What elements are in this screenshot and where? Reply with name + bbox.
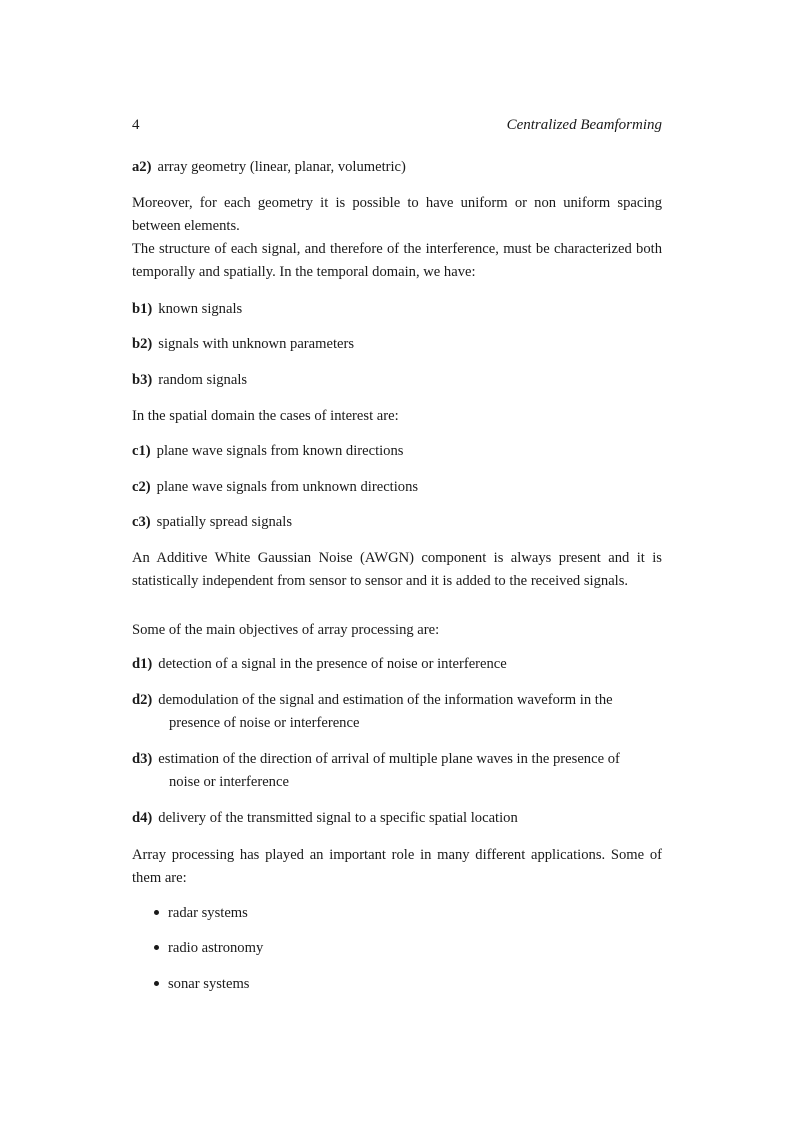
list-item-b3 <box>132 369 662 392</box>
item-label: a2) <box>132 159 152 175</box>
item-label: b1) <box>132 301 153 317</box>
list-item-d1 <box>132 653 662 676</box>
paragraph-spatial-domain: In the spatial domain the cases of interest are: <box>132 408 399 424</box>
item-label: c2) <box>132 479 151 495</box>
item-label: d4) <box>132 810 153 826</box>
bullet-icon <box>154 981 159 986</box>
item-text: estimation of the direction of arrival of multiple plane waves in the presence of <box>158 751 620 767</box>
item-text: delivery of the transmitted signal to a specific spatial location <box>158 810 518 826</box>
paragraph-spacing: Moreover, for each geometry it is possible to have uniform or non uniform spacing between elements. <box>132 195 662 234</box>
item-label: c3) <box>132 514 151 530</box>
bullet-item <box>154 902 248 925</box>
list-item-c1 <box>132 440 662 463</box>
item-label: c1) <box>132 443 151 459</box>
paragraph-signal-structure: The structure of each signal, and therefore of the interference, must be characterized both temporally and spatially. In the temporal domain, we have: <box>132 241 662 280</box>
item-text: plane wave signals from unknown directions <box>156 479 419 495</box>
item-label: d3) <box>132 751 153 767</box>
item-label: d1) <box>132 656 153 672</box>
paragraph-awgn: An Additive White Gaussian Noise (AWGN) component is always present and it is statistically independent from sensor to sensor and it is added to the received signals. <box>132 550 662 589</box>
item-text: array geometry (linear, planar, volumetric) <box>157 159 406 175</box>
item-text: plane wave signals from known directions <box>156 443 404 459</box>
bullet-text: radio astronomy <box>168 940 264 956</box>
item-text-continuation: presence of noise or interference <box>169 715 360 731</box>
list-item-d2 <box>132 689 662 735</box>
list-item-c2 <box>132 476 662 499</box>
item-text: demodulation of the signal and estimation of the information waveform in the <box>158 692 613 708</box>
bullet-icon <box>154 945 159 950</box>
list-item-c3 <box>132 511 662 534</box>
item-text: random signals <box>158 372 248 388</box>
bullet-item <box>154 937 263 960</box>
bullet-text: radar systems <box>168 905 248 921</box>
item-text: signals with unknown parameters <box>158 336 355 352</box>
item-label: b3) <box>132 372 153 388</box>
item-text: known signals <box>158 301 243 317</box>
list-item-b2 <box>132 333 662 356</box>
item-label: b2) <box>132 336 153 352</box>
running-title: Centralized Beamforming <box>506 117 662 133</box>
paragraph-applications: Array processing has played an important role in many different applications. Some of them are: <box>132 847 662 886</box>
running-header <box>132 117 662 137</box>
document-page <box>132 0 662 1123</box>
bullet-icon <box>154 910 159 915</box>
bullet-text: sonar systems <box>168 976 250 992</box>
item-text: detection of a signal in the presence of noise or interference <box>158 656 507 672</box>
paragraph-objectives: Some of the main objectives of array processing are: <box>132 622 440 638</box>
item-text-continuation: noise or interference <box>169 774 289 790</box>
list-item-d4 <box>132 807 662 830</box>
list-item-a2 <box>132 156 662 179</box>
list-item-d3 <box>132 748 662 794</box>
list-item-b1 <box>132 298 662 321</box>
bullet-item <box>154 973 249 996</box>
item-text: spatially spread signals <box>156 514 293 530</box>
item-label: d2) <box>132 692 153 708</box>
page-number: 4 <box>132 117 140 133</box>
